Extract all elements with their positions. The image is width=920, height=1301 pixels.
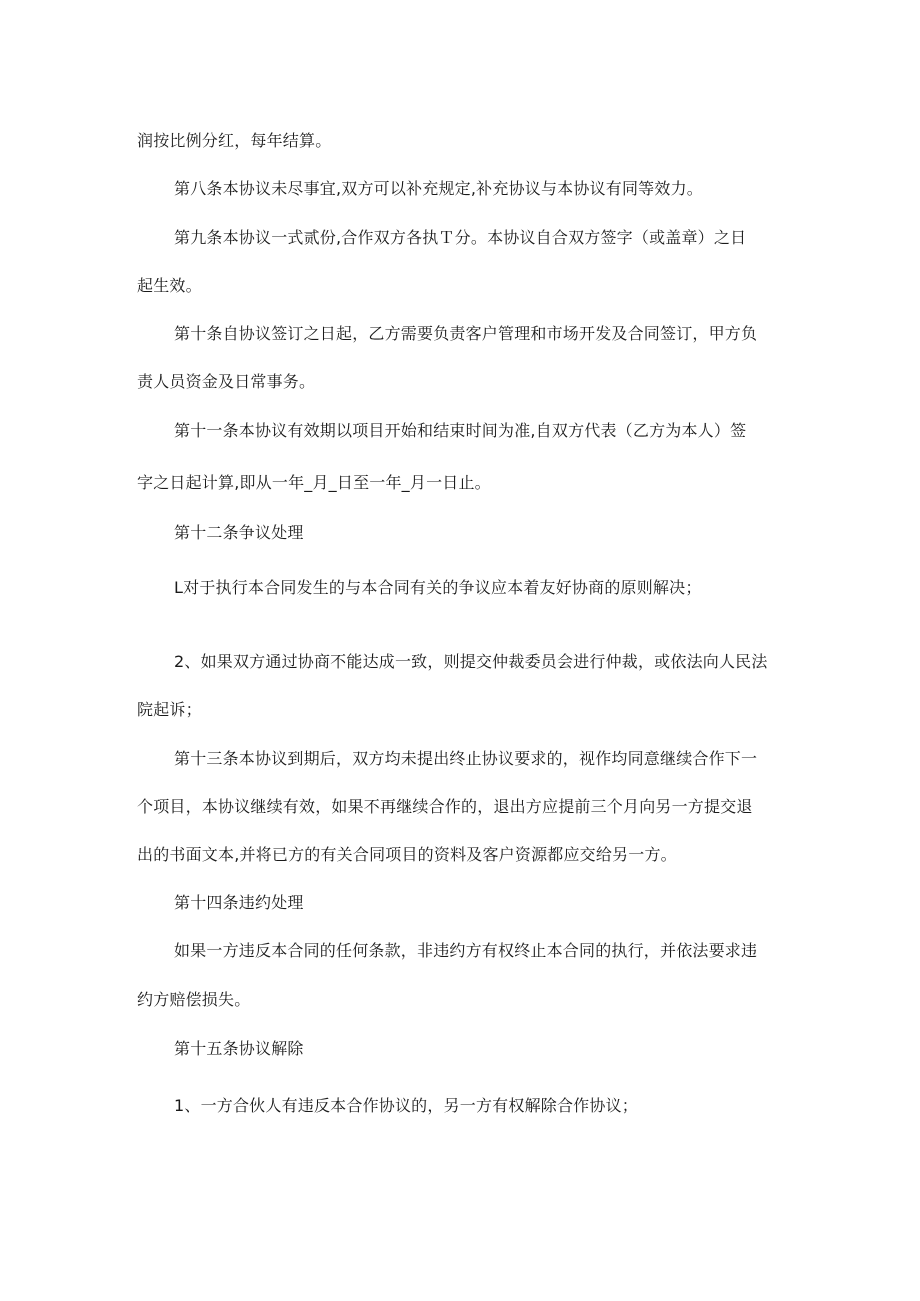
- article-10-line-0: 第十条自协议签订之日起，乙方需要负责客户管理和市场开发及合同签订，甲方负: [174, 324, 758, 343]
- article-10-line-1: 责人员资金及日常事务。: [137, 372, 316, 391]
- article-15-heading: 第十五条协议解除: [174, 1039, 304, 1058]
- article-15-item-1: 1、一方合伙人有违反本合作协议的，另一方有权解除合作协议；: [174, 1096, 638, 1115]
- article-12-item-1: L对于执行本合同发生的与本合同有关的争议应本着友好协商的原则解决；: [174, 578, 702, 597]
- article-11-line-0: 第十一条本协议有效期以项目开始和结束时间为准,自双方代表（乙方为本人）签: [174, 421, 747, 440]
- article-13-line-0: 第十三条本协议到期后，双方均未提出终止协议要求的，视作均同意继续合作下一: [174, 749, 758, 768]
- article-14-body-line-1: 约方赔偿损失。: [137, 990, 251, 1009]
- article-12-item-2-line-0: 2、如果双方通过协商不能达成一致，则提交仲裁委员会进行仲裁，或依法向人民法: [174, 652, 768, 671]
- article-12-heading: 第十二条争议处理: [174, 523, 304, 542]
- article-11-line-1: 字之日起计算,即从一年_月_日至一年_月一日止。: [137, 473, 491, 492]
- article-8-line-0: 第八条本协议未尽事宜,双方可以补充规定,补充协议与本协议有同等效力。: [174, 179, 703, 198]
- article-14-heading: 第十四条违约处理: [174, 893, 304, 912]
- article-14-body-line-0: 如果一方违反本合同的任何条款，非违约方有权终止本合同的执行，并依法要求违: [174, 941, 758, 960]
- article-9-line-1: 起生效。: [137, 276, 202, 295]
- article-9-line-0: 第九条本协议一式贰份,合作双方各执Ｔ分。本协议自合双方签字（或盖章）之日: [174, 228, 747, 247]
- article-13-line-1: 个项目，本协议继续有效，如果不再继续合作的，退出方应提前三个月向另一方提交退: [137, 797, 753, 816]
- article-12-item-2-line-1: 院起诉；: [137, 700, 202, 719]
- paragraph-0-line-0: 润按比例分红，每年结算。: [137, 131, 332, 150]
- article-13-line-2: 出的书面文本,并将已方的有关合同项目的资料及客户资源都应交给另一方。: [137, 845, 677, 864]
